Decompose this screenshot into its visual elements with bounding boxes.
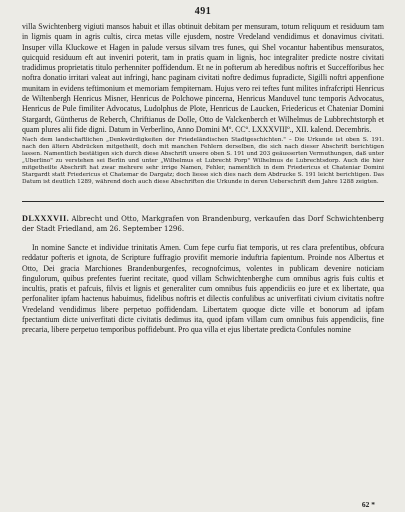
editorial-note: Nach dem landschaftlichen „Denkwürdigkeiten der Friedeländischen Stadtgeschichten." – Die Urkunde ist oben S. 191. nach den ältern Abdrücken mitgetheilt, doch mit manchen Fehlern derselben, die sich nach dieser Abschrift berichtigen lassen. Namentlich bestätigen sich durch diese Abschrift unsere oben S. 191 und 203 geäusserten Vermuthungen, daß unter „Uberlino" zu verstehen sei Berlin und unter „Wilhelmus et Lubrecht Porp" Wilhelmus de Lubrechtsdorp. Auch die hier mitgetheilte Abschrift hat zwar mehrere sehr irrige Namen, Fehler, namentlich in dem Friedericus et Chateniar Domini Stargardt statt Friedericus et Chatemar de Dargatz; doch liesse sich dies nach dem Abdrucke S. 191 leicht berichtigen. Das Datum ist deutlich 1289, während doch auch diese Abschriften die Urkunde in deren Ueberschrift dem Jahre 1288 zeigten. <box>22 137 384 185</box>
document-title: Albrecht und Otto, Markgrafen von Brandenburg, verkaufen das Dorf Schwichtenberg der Stadt Friedland, am 26. September 1296. <box>22 214 384 233</box>
charter-continuation-paragraph: villa Swichtenberg vigiuti mansos habuit et illas obtinuit debitam per mensuram, totum reliquum et residuum tam in ligmis quam in agris cultis, circa metas ville ejusdem, nostre Vredeland vendidimus et donavimus civitati. Insuper villa Kluckowe et Hagen in palude versus silvam tres funes, qui Shel vocantur habentibus mensuratos, quicquid residuum eft aut inveniri poterit, tam in pratis quam in lignis, hoc integraliter predicte nostre civitati tradidimus proprietatis titulo perhenniter poffidendum. Et ne in pofterum ab heredibus noftris et Succefforibus hec noftra donatio irritari valeat aut infringi, hanc paginam civitati noftre dedimus fupradicte, Sigilli noftri appenfione munitam in evidens teftimonium et memoriam fempiternam. Hujus vero rei teftes funt milites infrafcripti Henricus de Wiltenbergh Henricus Misner, Henricus de Polchowe pincerna, Henricus Manduvel tunc temporis Advocatus, Henricus de Pule fimiliter Advocatus, Ludolphus de Plote, Henricus de Laucken, Friedericus et Chateniar Domini Stargardt, Güntherus de Reberch, Chriftianus de Dolle, Otto de Valckenberch et Wilhelmus de Lubbrechtstorph et quam plures alii fide digni. Datum in Verberlino, Anno Domini Mº. CCº. LXXXVIIIº., XII. kalend. Decembris. <box>22 22 384 134</box>
signature-mark: 62 * <box>361 500 375 509</box>
page-number: 491 <box>194 6 212 17</box>
section-divider <box>22 201 384 202</box>
charter-text-paragraph: In nomine Sancte et individue trinitatis Amen. Cum fepe curfu fiat temporis, ut res clara prefentibus, obfcura reddatur pofteris et ignota, de Scripture fuffragio provifit memorie induftria fapientum. Proinde nos Albertus et Otto, Dei gracia Marchiones Brandenburgenfes, recognofcimus, volentes in publicam devenire noticiam fingulorum, quibus prefentes fuerint recitate, quod villam Schwichtenberghe cum omnibus agris fuis cultis et incultis, pratis et pafcuis, filvis et lignis et generaliter cum omnibus fuis appendiciis eo jure et ex libertate, qua perfonaliter ipfam hactenus habuimus, fidelibus noftris et dilectis confulibus ac univerfitati civium civitatis noftre Vredeland vendidimus libere perpetuo poffidendam. Libertatem quoque dicte ville et bonorum ad ipfam fpectantium dicte univerfitati dicte civitatis dedimus ita, quod ipfam villam cum omnibus fuis appendiciis, fine precaria, libere perpetuo temporibus poffidebunt. Pro qua villa et ejus libertate predicta Confules nomine <box>22 242 384 335</box>
document-number: DLXXXVII. <box>22 213 70 223</box>
document-heading <box>22 214 384 234</box>
